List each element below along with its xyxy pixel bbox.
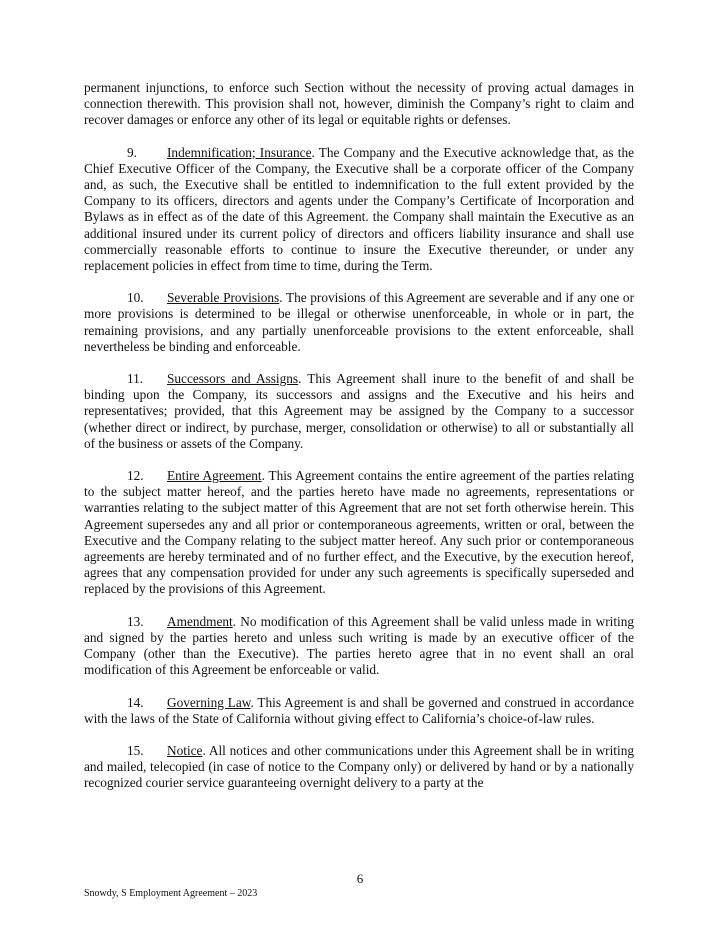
section-text: . The provisions of this Agreement are severable and if any one or more provisions is determined to be illegal or otherwise unenforceable, in whole or in part, the remaining provisions, and any partially unenforceable provisions to the extent enforceable, shall nevertheless be binding and enforceable. bbox=[84, 290, 634, 354]
section-15 bbox=[84, 743, 634, 792]
section-13 bbox=[84, 614, 634, 679]
section-heading: Indemnification; Insurance bbox=[167, 144, 312, 160]
section-text: . All notices and other communications under this Agreement shall be in writing and mailed, telecopied (in case of notice to the Company only) or delivered by hand or by a nationally recognized courier service guaranteeing overnight delivery to a party at the bbox=[84, 742, 634, 791]
section-number: 15. bbox=[127, 742, 144, 758]
section-text: . This Agreement shall inure to the benefit of and shall be binding upon the Company, its successors and assigns and the Executive and his heirs and representatives; provided, that this Agreement may be assigned by the Company to a successor (whether direct or indirect, by purchase, merger, consolidation or otherwise) to all or substantially all of the business or assets of the Company. bbox=[84, 371, 634, 451]
intro-paragraph: permanent injunctions, to enforce such Section without the necessity of proving actual damages in connection therewith. This provision shall not, however, diminish the Company’s right to claim and recover damages or enforce any other of its legal or equitable rights or defenses. bbox=[84, 80, 634, 128]
section-14 bbox=[84, 695, 634, 727]
section-number: 9. bbox=[127, 144, 137, 160]
section-number: 14. bbox=[127, 694, 144, 710]
section-number: 12. bbox=[127, 468, 144, 484]
section-9 bbox=[84, 145, 634, 275]
section-heading: Notice bbox=[167, 742, 203, 758]
document-body bbox=[84, 80, 634, 792]
page-number: 6 bbox=[356, 871, 364, 886]
section-heading: Successors and Assigns bbox=[167, 371, 299, 387]
section-heading: Entire Agreement bbox=[167, 468, 262, 484]
section-text: . This Agreement is and shall be governed and construed in accordance with the laws of the State of California without giving effect to California’s choice-of-law rules. bbox=[84, 694, 634, 726]
section-text: . This Agreement contains the entire agreement of the parties relating to the subject matter hereof, and the parties hereto have made no agreements, representations or warranties relating to the subject matter of this Agreement that are not set forth otherwise herein. This Agreement supersedes any and all prior or contemporaneous agreements, written or oral, between the Executive and the Company relating to the subject matter hereof. Any such prior or contemporaneous agreements are hereby terminated and of no further effect, and the Executive, by the execution hereof, agrees that any compensation provided for under any such agreements is specifically superseded and replaced by the provisions of this Agreement. bbox=[84, 468, 634, 597]
section-text: . The Company and the Executive acknowledge that, as the Chief Executive Officer of the Company, the Executive shall be a corporate officer of the Company and, as such, the Executive shall be entitled to indemnification to the full extent provided by the Company to its officers, directors and agents under the Company’s Certificate of Incorporation and Bylaws as in effect as of the date of this Agreement. the Company shall maintain the Executive as an additional insured under its current policy of directors and officers liability insurance and shall use commercially reasonable efforts to continue to insure the Executive thereunder, or under any replacement policies in effect from time to time, during the Term. bbox=[84, 144, 635, 274]
section-heading: Severable Provisions bbox=[167, 290, 280, 306]
section-heading: Governing Law bbox=[167, 694, 251, 710]
section-number: 13. bbox=[127, 613, 144, 629]
section-number: 11. bbox=[127, 371, 144, 387]
page-footer: Snowdy, S Employment Agreement – 2023 bbox=[84, 888, 258, 899]
section-heading: Amendment bbox=[167, 613, 233, 629]
section-text: . No modification of this Agreement shall be valid unless made in writing and signed by the parties hereto and unless such writing is made by an executive officer of the Company (other than the Executive). The parties hereto agree that in no event shall an oral modification of this Agreement be enforceable or valid. bbox=[84, 613, 634, 678]
section-10 bbox=[84, 290, 634, 355]
section-11 bbox=[84, 371, 634, 452]
section-number: 10. bbox=[127, 290, 144, 306]
section-12 bbox=[84, 468, 634, 598]
